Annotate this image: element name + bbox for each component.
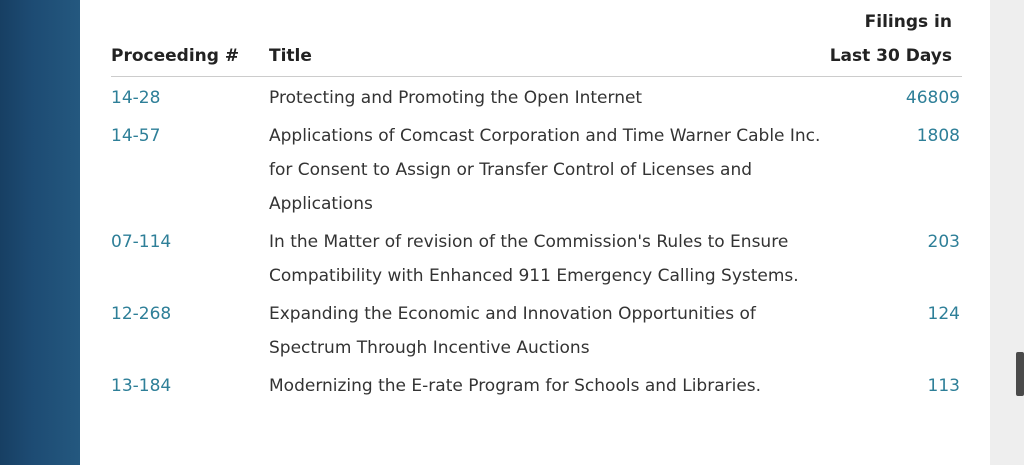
filings-count-link[interactable]: 113 [927,376,960,396]
filings-count-link[interactable]: 46809 [905,88,960,108]
header-filings-line1: Filings in [864,12,952,32]
proceeding-title: In the Matter of revision of the Commission's Rules to Ensure Compatibility with Enhanced 911 Emergency Calling Systems. [269,232,799,286]
header-proceeding: Proceeding # [111,5,269,77]
proceeding-link[interactable]: 12-268 [111,304,172,324]
header-filings [829,5,962,77]
proceeding-link[interactable]: 07-114 [111,232,172,252]
table-row [111,77,962,116]
table-header-row [111,5,962,77]
proceeding-link[interactable]: 13-184 [111,376,172,396]
proceeding-link[interactable]: 14-57 [111,126,161,146]
filings-count-link[interactable]: 203 [927,232,960,252]
proceedings-table [111,5,962,403]
table-row [111,365,962,403]
proceeding-title: Expanding the Economic and Innovation Opportunities of Spectrum Through Incentive Auctions [269,304,756,358]
table-row [111,115,962,221]
filings-count-link[interactable]: 124 [927,304,960,324]
main-content [80,0,990,465]
proceeding-link[interactable]: 14-28 [111,88,161,108]
scrollbar-thumb[interactable] [1016,352,1024,396]
proceeding-title: Applications of Comcast Corporation and Time Warner Cable Inc. for Consent to Assign or Transfer Control of Licenses and Applications [269,126,821,214]
header-title: Title [269,5,829,77]
table-row [111,221,962,293]
proceeding-title: Modernizing the E-rate Program for Schools and Libraries. [269,376,762,396]
proceeding-title: Protecting and Promoting the Open Internet [269,88,643,108]
header-filings-line2: Last 30 Days [829,46,952,66]
table-row [111,293,962,365]
left-sidebar-background [0,0,80,465]
filings-count-link[interactable]: 1808 [916,126,960,146]
